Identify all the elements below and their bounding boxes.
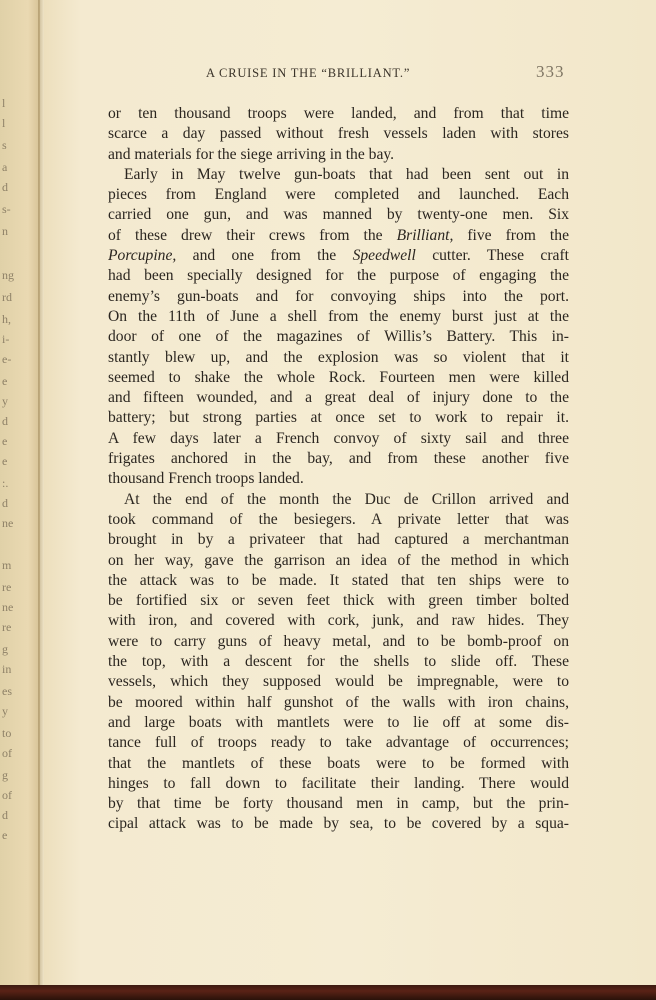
bleed-fragment: e [2,374,8,388]
bleed-fragment: g [2,642,8,656]
page-number: 333 [536,62,565,81]
bleed-fragment: ne [2,516,14,530]
bleed-fragment: rd [2,290,12,304]
bleed-fragment: of [2,788,12,802]
bleed-fragment: ne [2,600,14,614]
text-line: tance full of troops ready to take advantage of occurrences; [108,734,569,752]
bleed-fragment: e [2,454,8,468]
bleed-fragment: n [2,224,8,238]
text-line: with iron, and covered with cork, junk, and raw hides. They [108,612,569,630]
text-line: of these drew their crews from the Brilliant, five from the [108,226,569,244]
text-line: pieces from England were completed and launched. Each [108,186,569,204]
text-line: frigates anchored in the bay, and from these another five [108,450,569,468]
bleed-fragment: m [2,558,12,572]
bleed-fragment: of [2,746,12,760]
text-line: A few days later a French convoy of sixty sail and three [108,429,569,447]
bleed-fragment: d [2,808,8,822]
text-line: had been specially designed for the purpose of engaging the [108,267,569,285]
bleed-fragment: ng [2,268,14,282]
bleed-fragment: y [2,704,8,718]
text-line: were to carry guns of heavy metal, and to be bomb-proof on [108,632,569,650]
text-line: battery; but strong parties at once set to work to repair it. [108,409,569,427]
bleed-fragment: d [2,180,8,194]
text-line: vessels, which they supposed would be impregnable, were to [108,673,569,691]
page-header [44,64,656,84]
body-text [108,104,569,835]
text-line: On the 11th of June a shell from the enemy burst just at the [108,307,569,325]
bleed-fragment: e- [2,352,12,366]
text-line: be moored within half gunshot of the walls with iron chains, [108,693,569,711]
bleed-fragment: d [2,496,8,510]
text-line: the attack was to be made. It stated that ten ships were to [108,571,569,589]
bleed-fragment: d [2,414,8,428]
text-line: enemy’s gun-boats and for convoying ships into the port. [108,287,569,305]
bleed-fragment: :. [2,476,9,490]
bleed-fragment: re [2,620,12,634]
bleed-fragment: es [2,684,12,698]
bleed-fragment: s- [2,202,11,216]
text-line: Porcupine, and one from the Speedwell cutter. These craft [108,247,569,265]
text-line: seemed to shake the whole Rock. Fourteen men were killed [108,368,569,386]
text-line: stantly blew up, and the explosion was so violent that it [108,348,569,366]
text-line: by that time be forty thousand men in camp, but the prin- [108,795,569,813]
book-page [44,0,656,985]
bleed-fragment: i- [2,332,10,346]
text-line: and materials for the siege arriving in the bay. [108,145,395,163]
book-cover-edge [0,985,656,1000]
paragraph-start-line: Early in May twelve gun-boats that had been sent out in [124,165,569,183]
bleed-fragment: re [2,580,12,594]
bleed-fragment: l [2,116,6,130]
running-head: A CRUISE IN THE “BRILLIANT.” [206,66,411,80]
text-line: cipal attack was to be made by sea, to be covered by a squa- [108,815,569,833]
bleed-fragment: e [2,828,8,842]
paragraph-start-line: At the end of the month the Duc de Crillon arrived and [124,490,569,508]
bleed-fragment: g [2,768,8,782]
bleed-fragment: a [2,160,8,174]
bleed-fragment: s [2,138,7,152]
ship-name: Speedwell [352,247,416,265]
text-line: brought in by a privateer that had captured a merchantman [108,531,569,549]
text-line: carried one gun, and was manned by twenty-one men. Six [108,206,569,224]
text-line: thousand French troops landed. [108,470,304,488]
text-line: scarce a day passed without fresh vessels laden with stores [108,125,569,143]
text-line: that the mantlets of these boats were to be formed with [108,754,569,772]
text-line: on her way, gave the garrison an idea of the method in which [108,551,569,569]
bleed-fragment: e [2,434,8,448]
bleed-fragment: h, [2,312,11,326]
text-line: the top, with a descent for the shells to slide off. These [108,653,569,671]
ship-name: Porcupine, [108,247,177,265]
text-line: be fortified six or seven feet thick with green timber bolted [108,592,569,610]
bleed-fragment: y [2,394,8,408]
text-line: hinges to fall down to facilitate their landing. There would [108,774,569,792]
bleed-fragment: in [2,662,12,676]
bleed-fragment: l [2,96,6,110]
text-line: and large boats with mantlets were to lie off at some dis- [108,713,569,731]
bleed-fragment: to [2,726,12,740]
text-line: and fifteen wounded, and a great deal of injury done to the [108,389,569,407]
text-line: or ten thousand troops were landed, and from that time [108,105,569,122]
facing-page-bleed [2,90,18,850]
text-line: door of one of the magazines of Willis’s Battery. This in- [108,328,569,346]
text-line: took command of the besiegers. A private letter that was [108,510,569,528]
ship-name: Brilliant, [396,226,454,244]
